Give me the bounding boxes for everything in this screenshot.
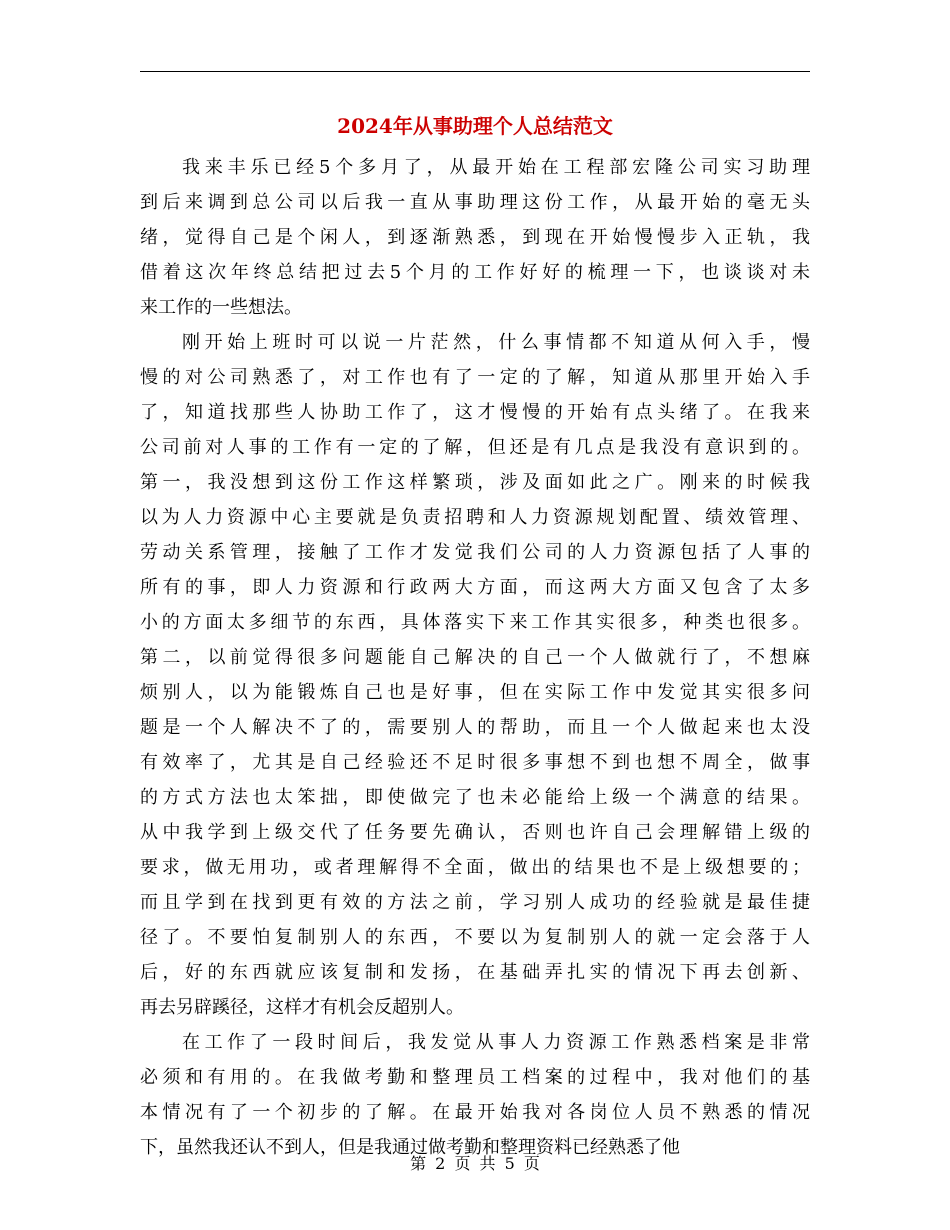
page-number-footer: 第 2 页 共 5 页 (410, 1154, 540, 1173)
text-line: 劳动关系管理，接触了工作才发觉我们公司的人力资源包括了人事的 (140, 542, 810, 563)
text-line: 来工作的一些想法。 (140, 297, 302, 318)
paragraph (140, 1025, 810, 1165)
text-line: 到后来调到总公司以后我一直从事助理这份工作，从最开始的毫无头 (140, 192, 810, 213)
text-line: 第二，以前觉得很多问题能自己解决的自己一个人做就行了，不想麻 (140, 647, 810, 668)
text-line: 后，好的东西就应该复制和发扬，在基础弄扎实的情况下再去创新、 (140, 962, 810, 983)
text-line: 在工作了一段时间后，我发觉从事人力资源工作熟悉档案是非常 (182, 1032, 810, 1053)
text-line: 我来丰乐已经5个多月了，从最开始在工程部宏隆公司实习助理 (182, 157, 810, 178)
text-line: 了，知道找那些人协助工作了，这才慢慢的开始有点头绪了。在我来 (140, 402, 810, 423)
text-line: 而且学到在找到更有效的方法之前，学习别人成功的经验就是最佳捷 (140, 892, 810, 913)
paragraph (140, 150, 810, 325)
document-title: 2024年从事助理个人总结范文 (337, 114, 613, 138)
text-line: 小的方面太多细节的东西，具体落实下来工作其实很多，种类也很多。 (140, 612, 810, 633)
paragraph (140, 325, 810, 1025)
text-line: 慢的对公司熟悉了，对工作也有了一定的了解，知道从那里开始入手 (140, 367, 810, 388)
text-line: 刚开始上班时可以说一片茫然，什么事情都不知道从何入手，慢 (182, 332, 810, 353)
text-line: 借着这次年终总结把过去5个月的工作好好的梳理一下，也谈谈对未 (140, 262, 810, 283)
text-line: 从中我学到上级交代了任务要先确认，否则也许自己会理解错上级的 (140, 822, 810, 843)
text-line: 有效率了，尤其是自己经验还不足时很多事想不到也想不周全，做事 (140, 752, 810, 773)
text-line: 本情况有了一个初步的了解。在最开始我对各岗位人员不熟悉的情况 (140, 1102, 810, 1123)
text-line: 再去另辟蹊径，这样才有机会反超别人。 (140, 997, 464, 1018)
text-line: 径了。不要怕复制别人的东西，不要以为复制别人的就一定会落于人 (140, 927, 810, 948)
text-line: 烦别人，以为能锻炼自己也是好事，但在实际工作中发觉其实很多问 (140, 682, 810, 703)
text-line: 要求，做无用功，或者理解得不全面，做出的结果也不是上级想要的； (140, 857, 810, 878)
text-line: 公司前对人事的工作有一定的了解，但还是有几点是我没有意识到的。 (140, 437, 810, 458)
text-line: 题是一个人解决不了的，需要别人的帮助，而且一个人做起来也太没 (140, 717, 810, 738)
text-line: 下，虽然我还认不到人，但是我通过做考勤和整理资料已经熟悉了他 (140, 1137, 680, 1158)
text-line: 第一，我没想到这份工作这样繁琐，涉及面如此之广。刚来的时候我 (140, 472, 810, 493)
text-line: 以为人力资源中心主要就是负责招聘和人力资源规划配置、绩效管理、 (140, 507, 810, 528)
text-line: 所有的事，即人力资源和行政两大方面，而这两大方面又包含了太多 (140, 577, 810, 598)
text-line: 绪，觉得自己是个闲人，到逐渐熟悉，到现在开始慢慢步入正轨，我 (140, 227, 810, 248)
header-rule (140, 71, 810, 72)
text-line: 的方式方法也太笨拙，即使做完了也未必能给上级一个满意的结果。 (140, 787, 810, 808)
document-body (140, 150, 810, 1165)
text-line: 必须和有用的。在我做考勤和整理员工档案的过程中，我对他们的基 (140, 1067, 810, 1088)
